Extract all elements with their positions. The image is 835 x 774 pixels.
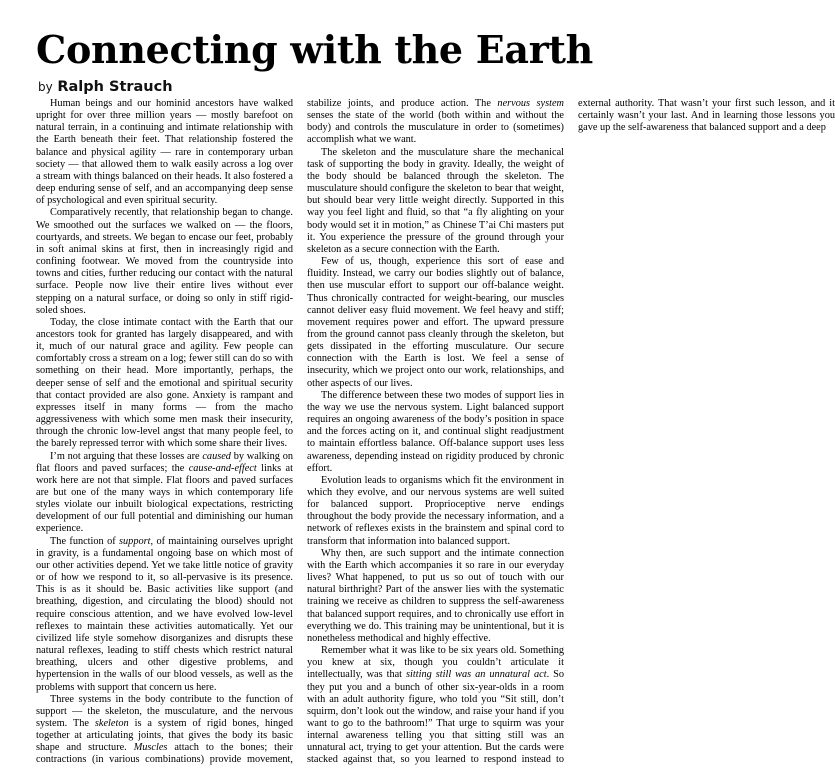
body-paragraph: Today, the close intimate contact with the Earth that our ancestors took for granted has largely disappeared, and with it, much of our natural grace and agility. Few people can comfortably cross a stream on a log; fewer still can do so with something on their head. More importantly, perhaps, the deeper sense of self and the emotional and spiritual security that contact provided are also gone. Anxiety is rampant and expresses itself in many forms — from the macho aggressiveness with which some men mask their insecurity, through the chronic low-level angst that many people feel, to the barely repressed terror with which some share their lives. (36, 316, 293, 450)
body-paragraph: Why then, are such support and the intimate connection with the Earth which accompanies it so rare in our everyday lives? What happened, to put us so out of touch with our natural birthright? Part of the answer lies with the systematic training we receive as children to suppress the self-awareness that balanced support requires, and to chronically use effort in everything we do. This training may be unintentional, but it is nonetheless methodical and highly effective. (307, 547, 564, 644)
body-paragraph: The difference between these two modes of support lies in the way we use the nervous system. Light balanced support requires an ongoing awareness of the body’s position in space and the forces acting on it, and continual slight readjustment to maintain effortless balance. Off-balance support uses less awareness, depending instead on rigidity produced by chronic effort. (307, 389, 564, 474)
emphasis: cause-and-effect (188, 462, 257, 474)
emphasis: support (119, 535, 151, 547)
body-paragraph: Few of us, though, experience this sort of ease and fluidity. Instead, we carry our bodies slightly out of balance, then use muscular effort to support our off-balance weight. Thus chronically contracted for weight-bearing, our muscles cannot deliver easy fluid movement. We feel heavy and stiff; movement requires power and effort. The upward pressure from the ground cannot pass cleanly through the skeleton, but gets dissipated in the efforting musculature. Our secure connection with the Earth is lost. We feel a sense of insecurity, which we project onto our work, relationships, and other aspects of our lives. (307, 256, 564, 389)
byline-prefix: by (38, 80, 53, 94)
article-body (36, 98, 835, 772)
byline (38, 78, 564, 96)
body-paragraph: Three systems in the body contribute to the function of support — the skeleton, the musculature, and the nervous system. The skeleton is a system of rigid bones, hinged together at articulating joints, that gives the body its basic shape and structure. Muscles attach to the bones; their contractions (in various combinations) provide movement, stabilize joints, and produce action. The nervous system senses the state of the world (both within and without the body) and controls the musculature in order to (sometimes) accomplish what we want. (36, 98, 564, 766)
body-paragraph: Human beings and our hominid ancestors have walked upright for over three million years — mostly barefoot on natural terrain, in a continuing and intimate relationship with the Earth beneath their feet. That relationship fostered the balance and physical agility — rare in contemporary urban society — that allowed them to walk easily across a log over a stream with things balanced on their heads. It also fostered a deep enduring sense of self, and an accompanying deep sense of psychological and even spiritual security. (36, 98, 293, 207)
author-name: Ralph Strauch (57, 79, 173, 95)
body-paragraph: Comparatively recently, that relationship began to change. We smoothed out the surfaces we walked on — the floors, courtyards, and streets. We began to encase our feet, probably in soft animal skins at first, then in increasingly rigid and confining footwear. We moved from the countryside into towns and cities, further reducing our contact with the natural surface. People now live their entire lives without ever stepping on a natural surface, or doing so only in stiff rigid-soled shoes. (36, 207, 293, 316)
emphasis: nervous system (497, 98, 564, 109)
body-paragraph: The function of support, of maintaining ourselves upright in gravity, is a fundamental ongoing base on which most of our other activities depend. Yet we take little notice of gravity or of how we respond to it, so all-pervasive is its presence. This is as it should be. Basic activities like support (and breathing, digestion, and circulating the blood) should not require conscious attention, and we have evolved low-level reflexes to maintain these activities automatically. Yet our civilized life style somehow disorganizes and disrupts these natural reflexes, leading to stiff chests which restrict natural breathing, ulcers and other digestive problems, and hypertension in the walls of our blood vessels, as well as the problems with support that concern us here. (36, 535, 293, 693)
emphasis: sitting still was an unnatural act (406, 669, 547, 681)
body-paragraph: I’m not arguing that these losses are caused by walking on flat floors and paved surfaces; the cause-and-effect links at work here are not that simple. Flat floors and paved surfaces are but one of the many ways in which contemporary life styles violate our inbuilt biological expectations, restricting development of our full potential and diminishing our human experience. (36, 450, 293, 535)
emphasis: skeleton (94, 717, 129, 729)
body-paragraph: The skeleton and the musculature share the mechanical task of supporting the body in gravity. Ideally, the weight of the body should be balanced through the skeleton. The musculature should configure the skeleton to bear that weight, but should bear very little weight directly. Supported in this way you feel light and fluid, so that “a fly alighting on your body would set it in motion,” as Chinese T’ai Chi masters put it. You experience the pressure of the ground through your skeleton as a secure connection with the Earth. (307, 146, 564, 255)
article-title: Connecting with the Earth (36, 27, 594, 72)
body-paragraph: Remember what it was like to be six years old. Something you knew at six, though you couldn’t articulate it intellectually, was that sitting still was an unnatural act. So they put you and a bunch of other six-year-olds in a room with an adult authority figure, who told you “Sit still, don’t squirm, don’t look out the window, and raise your hand if you want to go to the bathroom!” That urge to squirm was your internal awareness telling you that sitting still was an unnatural act, trying to get your attention. But the cards were stacked against that, so you learned to respond instead to external authority. That wasn’t your first such lesson, and it certainly wasn’t your last. And in learning those lessons you gave up the self-awareness that balanced support and a deep (307, 98, 835, 766)
emphasis: Muscles (133, 742, 168, 754)
emphasis: caused (202, 450, 231, 462)
body-paragraph: Evolution leads to organisms which fit the environment in which they evolve, and our nervous systems are well suited for balanced support. Proprioceptive nerve endings throughout the body provide the necessary information, and a network of reflexes exists in the brainstem and spinal cord to transform that information into balanced support. (307, 474, 564, 547)
